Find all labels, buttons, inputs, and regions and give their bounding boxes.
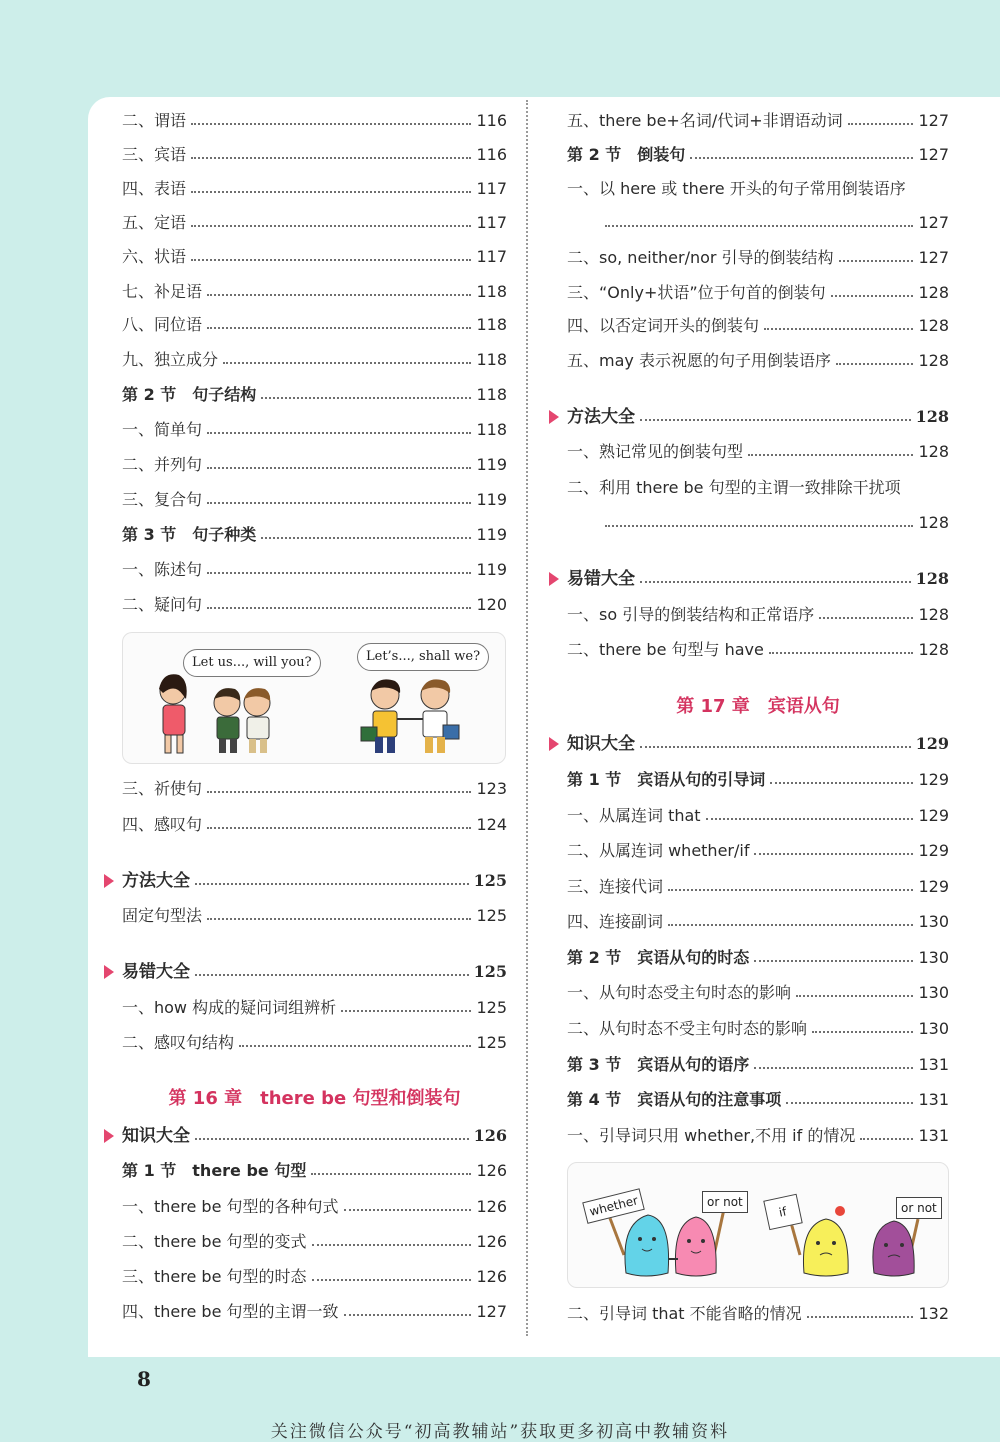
entry-title: 一、以 here 或 there 开头的句子常用倒装语序 bbox=[567, 179, 906, 198]
leader-dots bbox=[207, 572, 471, 574]
leader-dots bbox=[668, 924, 913, 926]
leader-dots bbox=[796, 995, 913, 997]
leader-dots bbox=[344, 1209, 472, 1211]
entry-page: 116 bbox=[476, 111, 507, 130]
entry-page: 117 bbox=[476, 213, 507, 232]
section-title: 第 2 节 宾语从句的时态 bbox=[567, 948, 750, 967]
toc-entry[interactable] bbox=[122, 141, 507, 169]
entry-page: 129 bbox=[918, 806, 949, 825]
entry-title: 二、感叹句结构 bbox=[122, 1033, 235, 1052]
entry-page: 118 bbox=[476, 315, 507, 334]
chapter-heading[interactable] bbox=[567, 692, 949, 722]
toc-entry[interactable] bbox=[567, 979, 949, 1007]
entry-title: 五、定语 bbox=[122, 213, 187, 232]
leader-dots bbox=[207, 791, 471, 793]
toc-entry[interactable] bbox=[122, 775, 507, 803]
entry-page: 126 bbox=[476, 1161, 507, 1180]
toc-heading-mistakes[interactable] bbox=[567, 565, 949, 593]
toc-entry[interactable] bbox=[122, 416, 507, 444]
entry-page: 129 bbox=[915, 734, 949, 753]
toc-section[interactable] bbox=[567, 766, 949, 794]
toc-entry[interactable] bbox=[567, 1015, 949, 1043]
entry-title: 固定句型法 bbox=[122, 906, 203, 925]
leader-dots bbox=[207, 607, 471, 609]
section-title: 第 4 节 宾语从句的注意事项 bbox=[567, 1090, 782, 1109]
entry-page: 128 bbox=[915, 569, 949, 588]
leader-dots bbox=[344, 1314, 472, 1316]
entry-title: 一、陈述句 bbox=[122, 560, 203, 579]
entry-page: 128 bbox=[915, 407, 949, 426]
entry-page: 128 bbox=[918, 513, 949, 532]
entry-title: 四、表语 bbox=[122, 179, 187, 198]
entry-page: 130 bbox=[918, 1019, 949, 1038]
toc-entry[interactable] bbox=[567, 636, 949, 664]
section-title: 第 3 节 宾语从句的语序 bbox=[567, 1055, 750, 1074]
heading-title: 方法大全 bbox=[122, 871, 190, 891]
triangle-arrow-icon bbox=[549, 737, 559, 751]
entry-title: 二、there be 句型的变式 bbox=[122, 1232, 307, 1251]
entry-title: 四、以否定词开头的倒装句 bbox=[567, 316, 760, 335]
entry-title: 八、同位语 bbox=[122, 315, 203, 334]
sign-board: whether bbox=[582, 1188, 645, 1224]
entry-page: 132 bbox=[918, 1304, 949, 1323]
heading-title: 易错大全 bbox=[567, 569, 635, 589]
section-title: 第 2 节 句子结构 bbox=[122, 385, 257, 404]
toc-entry[interactable] bbox=[122, 278, 507, 306]
triangle-arrow-icon bbox=[549, 410, 559, 424]
toc-entry[interactable] bbox=[567, 438, 949, 466]
entry-title: 二、并列句 bbox=[122, 455, 203, 474]
entry-title: 二、there be 句型与 have bbox=[567, 640, 764, 659]
entry-title: 二、so, neither/nor 引导的倒装结构 bbox=[567, 248, 834, 267]
entry-page: 118 bbox=[476, 420, 507, 439]
entry-title: 二、引导词 that 不能省略的情况 bbox=[567, 1304, 802, 1323]
entry-page: 127 bbox=[918, 111, 949, 130]
toc-entry[interactable] bbox=[122, 486, 507, 514]
toc-entry[interactable] bbox=[122, 902, 507, 930]
entry-page: 126 bbox=[476, 1197, 507, 1216]
entry-page: 128 bbox=[918, 316, 949, 335]
entry-title: 二、从属连词 whether/if bbox=[567, 841, 750, 860]
toc-entry[interactable] bbox=[567, 1300, 949, 1328]
heading-title: 知识大全 bbox=[567, 734, 635, 754]
entry-page: 125 bbox=[476, 906, 507, 925]
leader-dots bbox=[191, 191, 471, 193]
toc-entry[interactable] bbox=[567, 244, 949, 272]
toc-entry[interactable] bbox=[567, 802, 949, 830]
entry-title: 二、疑问句 bbox=[122, 595, 203, 614]
illustration-whether-if bbox=[567, 1162, 949, 1288]
entry-title: 三、连接代词 bbox=[567, 877, 664, 896]
entry-title: 三、宾语 bbox=[122, 145, 187, 164]
toc-entry[interactable] bbox=[567, 107, 949, 135]
entry-page: 119 bbox=[476, 525, 507, 544]
toc-entry[interactable] bbox=[122, 107, 507, 135]
leader-dots bbox=[860, 1138, 913, 1140]
entry-page: 130 bbox=[918, 983, 949, 1002]
toc-heading-mistakes[interactable] bbox=[122, 958, 507, 986]
leader-dots bbox=[807, 1316, 914, 1318]
leader-dots bbox=[754, 960, 913, 962]
entry-page: 119 bbox=[476, 560, 507, 579]
entry-title: 四、there be 句型的主谓一致 bbox=[122, 1302, 339, 1321]
toc-entry[interactable] bbox=[122, 1193, 507, 1221]
chapter-number: 第 17 章 bbox=[676, 696, 750, 717]
entry-page: 127 bbox=[476, 1302, 507, 1321]
entry-page: 119 bbox=[476, 490, 507, 509]
column-divider bbox=[526, 100, 528, 1336]
entry-title: 四、感叹句 bbox=[122, 815, 203, 834]
entry-page: 131 bbox=[918, 1055, 949, 1074]
chapter-heading[interactable] bbox=[122, 1084, 507, 1114]
toc-entry[interactable] bbox=[122, 346, 507, 374]
leader-dots bbox=[191, 123, 471, 125]
toc-section[interactable] bbox=[567, 141, 949, 169]
entry-title: 七、补足语 bbox=[122, 282, 203, 301]
leader-dots bbox=[207, 827, 471, 829]
leader-dots bbox=[207, 502, 471, 504]
entry-page: 118 bbox=[476, 282, 507, 301]
toc-entry[interactable] bbox=[567, 312, 949, 340]
entry-title: 四、连接副词 bbox=[567, 912, 664, 931]
entry-page: 128 bbox=[918, 351, 949, 370]
entry-page: 129 bbox=[918, 841, 949, 860]
toc-entry[interactable] bbox=[122, 243, 507, 271]
leader-dots bbox=[207, 467, 471, 469]
toc-section[interactable] bbox=[122, 1157, 507, 1185]
leader-dots bbox=[605, 225, 913, 227]
entry-page: 128 bbox=[918, 640, 949, 659]
leader-dots bbox=[754, 1067, 913, 1069]
toc-heading-methods[interactable] bbox=[122, 867, 507, 895]
entry-page: 118 bbox=[476, 385, 507, 404]
entry-title: 一、从属连词 that bbox=[567, 806, 701, 825]
leader-dots bbox=[690, 157, 913, 159]
leader-dots bbox=[706, 818, 914, 820]
entry-page: 116 bbox=[476, 145, 507, 164]
entry-page: 117 bbox=[476, 247, 507, 266]
leader-dots bbox=[195, 1138, 469, 1140]
toc-entry[interactable] bbox=[567, 873, 949, 901]
speech-bubble: Let’s..., shall we? bbox=[357, 643, 489, 671]
toc-heading-knowledge[interactable] bbox=[122, 1122, 507, 1150]
footer-note: 关注微信公众号“初高教辅站”获取更多初高中教辅资料 bbox=[270, 1422, 730, 1442]
chapter-title: there be 句型和倒装句 bbox=[260, 1088, 461, 1109]
section-title: 第 1 节 there be 句型 bbox=[122, 1161, 307, 1180]
entry-page: 128 bbox=[918, 283, 949, 302]
speech-bubble: Let us..., will you? bbox=[183, 649, 321, 677]
leader-dots bbox=[668, 889, 913, 891]
entry-title: 三、复合句 bbox=[122, 490, 203, 509]
toc-entry[interactable] bbox=[567, 279, 949, 307]
chapter-title: 宾语从句 bbox=[767, 696, 840, 717]
leader-dots bbox=[207, 327, 471, 329]
leader-dots bbox=[819, 617, 913, 619]
toc-section[interactable] bbox=[122, 521, 507, 549]
entry-page: 125 bbox=[476, 1033, 507, 1052]
entry-page: 129 bbox=[918, 877, 949, 896]
leader-dots bbox=[195, 974, 469, 976]
leader-dots bbox=[195, 883, 469, 885]
entry-page: 131 bbox=[918, 1090, 949, 1109]
toc-entry[interactable] bbox=[567, 1122, 949, 1150]
leader-dots bbox=[191, 225, 471, 227]
illustration-question-tags bbox=[122, 632, 506, 764]
leader-dots bbox=[848, 123, 914, 125]
toc-entry[interactable] bbox=[122, 591, 507, 619]
entry-page: 126 bbox=[476, 1267, 507, 1286]
cartoon-people-icon bbox=[123, 633, 505, 763]
toc-entry[interactable] bbox=[122, 994, 507, 1022]
entry-title: 五、there be+名词/代词+非谓语动词 bbox=[567, 111, 843, 130]
leader-dots bbox=[754, 853, 913, 855]
toc-section[interactable] bbox=[122, 381, 507, 409]
leader-dots bbox=[786, 1102, 913, 1104]
toc-entry[interactable] bbox=[122, 556, 507, 584]
toc-section[interactable] bbox=[567, 1051, 949, 1079]
toc-entry[interactable] bbox=[122, 1263, 507, 1291]
leader-dots bbox=[261, 397, 471, 399]
leader-dots bbox=[836, 363, 914, 365]
leader-dots bbox=[640, 581, 911, 583]
entry-page: 127 bbox=[918, 213, 949, 232]
heading-title: 知识大全 bbox=[122, 1126, 190, 1146]
entry-page: 125 bbox=[473, 871, 507, 890]
leader-dots bbox=[831, 295, 914, 297]
cartoon-characters-icon bbox=[568, 1163, 948, 1287]
section-title: 第 1 节 宾语从句的引导词 bbox=[567, 770, 766, 789]
leader-dots bbox=[640, 746, 911, 748]
entry-title: 五、may 表示祝愿的句子用倒装语序 bbox=[567, 351, 831, 370]
entry-page: 118 bbox=[476, 350, 507, 369]
entry-page: 117 bbox=[476, 179, 507, 198]
entry-page: 127 bbox=[918, 248, 949, 267]
triangle-arrow-icon bbox=[104, 874, 114, 888]
leader-dots bbox=[261, 537, 471, 539]
entry-page: 130 bbox=[918, 912, 949, 931]
entry-title: 二、谓语 bbox=[122, 111, 187, 130]
leader-dots bbox=[770, 782, 913, 784]
section-title: 第 2 节 倒装句 bbox=[567, 145, 686, 164]
entry-title: 一、简单句 bbox=[122, 420, 203, 439]
triangle-arrow-icon bbox=[104, 1129, 114, 1143]
entry-title: 二、从句时态不受主句时态的影响 bbox=[567, 1019, 808, 1038]
heading-title: 方法大全 bbox=[567, 407, 635, 427]
toc-entry[interactable] bbox=[122, 175, 507, 203]
entry-page: 119 bbox=[476, 455, 507, 474]
leader-dots bbox=[207, 294, 471, 296]
entry-title: 三、there be 句型的时态 bbox=[122, 1267, 307, 1286]
leader-dots bbox=[640, 419, 911, 421]
entry-title: 一、so 引导的倒装结构和正常语序 bbox=[567, 605, 815, 624]
leader-dots bbox=[223, 362, 471, 364]
leader-dots bbox=[312, 1244, 472, 1246]
triangle-arrow-icon bbox=[549, 572, 559, 586]
heading-title: 易错大全 bbox=[122, 962, 190, 982]
entry-page: 127 bbox=[918, 145, 949, 164]
toc-section[interactable] bbox=[567, 1086, 949, 1114]
leader-dots bbox=[812, 1031, 913, 1033]
entry-page: 128 bbox=[918, 442, 949, 461]
toc-heading-methods[interactable] bbox=[567, 403, 949, 431]
toc-entry[interactable] bbox=[122, 1298, 507, 1326]
entry-title: 一、how 构成的疑问词组辨析 bbox=[122, 998, 337, 1017]
leader-dots bbox=[311, 1173, 471, 1175]
leader-dots bbox=[207, 432, 471, 434]
toc-entry[interactable] bbox=[567, 908, 949, 936]
toc-entry[interactable] bbox=[122, 451, 507, 479]
toc-entry[interactable] bbox=[122, 1029, 507, 1057]
entry-page: 131 bbox=[918, 1126, 949, 1145]
leader-dots bbox=[839, 260, 914, 262]
leader-dots bbox=[191, 157, 471, 159]
toc-entry[interactable] bbox=[567, 837, 949, 865]
entry-page: 126 bbox=[473, 1126, 507, 1145]
entry-title: 二、利用 there be 句型的主谓一致排除干扰项 bbox=[567, 478, 901, 497]
entry-title: 三、“Only+状语”位于句首的倒装句 bbox=[567, 283, 826, 302]
leader-dots bbox=[341, 1010, 471, 1012]
page-number: 8 bbox=[137, 1367, 151, 1391]
entry-page: 125 bbox=[476, 998, 507, 1017]
leader-dots bbox=[239, 1045, 471, 1047]
triangle-arrow-icon bbox=[104, 965, 114, 979]
entry-page: 125 bbox=[473, 962, 507, 981]
toc-entry-continued[interactable] bbox=[567, 509, 949, 537]
toc-heading-knowledge[interactable] bbox=[567, 730, 949, 758]
toc-entry[interactable] bbox=[122, 811, 507, 839]
leader-dots bbox=[312, 1279, 472, 1281]
entry-title: 一、熟记常见的倒装句型 bbox=[567, 442, 744, 461]
sign-board: or not bbox=[896, 1197, 942, 1219]
leader-dots bbox=[191, 259, 471, 261]
leader-dots bbox=[207, 918, 471, 920]
leader-dots bbox=[769, 652, 914, 654]
leader-dots bbox=[748, 454, 913, 456]
sign-board: if bbox=[763, 1194, 802, 1230]
toc-entry[interactable] bbox=[567, 347, 949, 375]
chapter-number: 第 16 章 bbox=[168, 1088, 243, 1109]
entry-page: 123 bbox=[476, 779, 507, 798]
entry-title: 三、祈使句 bbox=[122, 779, 203, 798]
entry-page: 126 bbox=[476, 1232, 507, 1251]
toc-entry[interactable] bbox=[122, 209, 507, 237]
toc-entry[interactable] bbox=[567, 474, 949, 502]
entry-title: 一、there be 句型的各种句式 bbox=[122, 1197, 339, 1216]
entry-title: 九、独立成分 bbox=[122, 350, 219, 369]
toc-entry[interactable] bbox=[122, 1228, 507, 1256]
sign-board: or not bbox=[702, 1191, 748, 1213]
entry-page: 120 bbox=[476, 595, 507, 614]
toc-entry[interactable] bbox=[122, 311, 507, 339]
toc-entry-continued[interactable] bbox=[567, 209, 949, 237]
entry-page: 128 bbox=[918, 605, 949, 624]
toc-entry[interactable] bbox=[567, 175, 949, 203]
entry-page: 124 bbox=[476, 815, 507, 834]
toc-entry[interactable] bbox=[567, 601, 949, 629]
toc-section[interactable] bbox=[567, 944, 949, 972]
entry-title: 一、引导词只用 whether,不用 if 的情况 bbox=[567, 1126, 856, 1145]
entry-page: 130 bbox=[918, 948, 949, 967]
entry-title: 六、状语 bbox=[122, 247, 187, 266]
leader-dots bbox=[764, 328, 913, 330]
leader-dots bbox=[605, 525, 913, 527]
entry-page: 129 bbox=[918, 770, 949, 789]
entry-title: 一、从句时态受主句时态的影响 bbox=[567, 983, 792, 1002]
section-title: 第 3 节 句子种类 bbox=[122, 525, 257, 544]
